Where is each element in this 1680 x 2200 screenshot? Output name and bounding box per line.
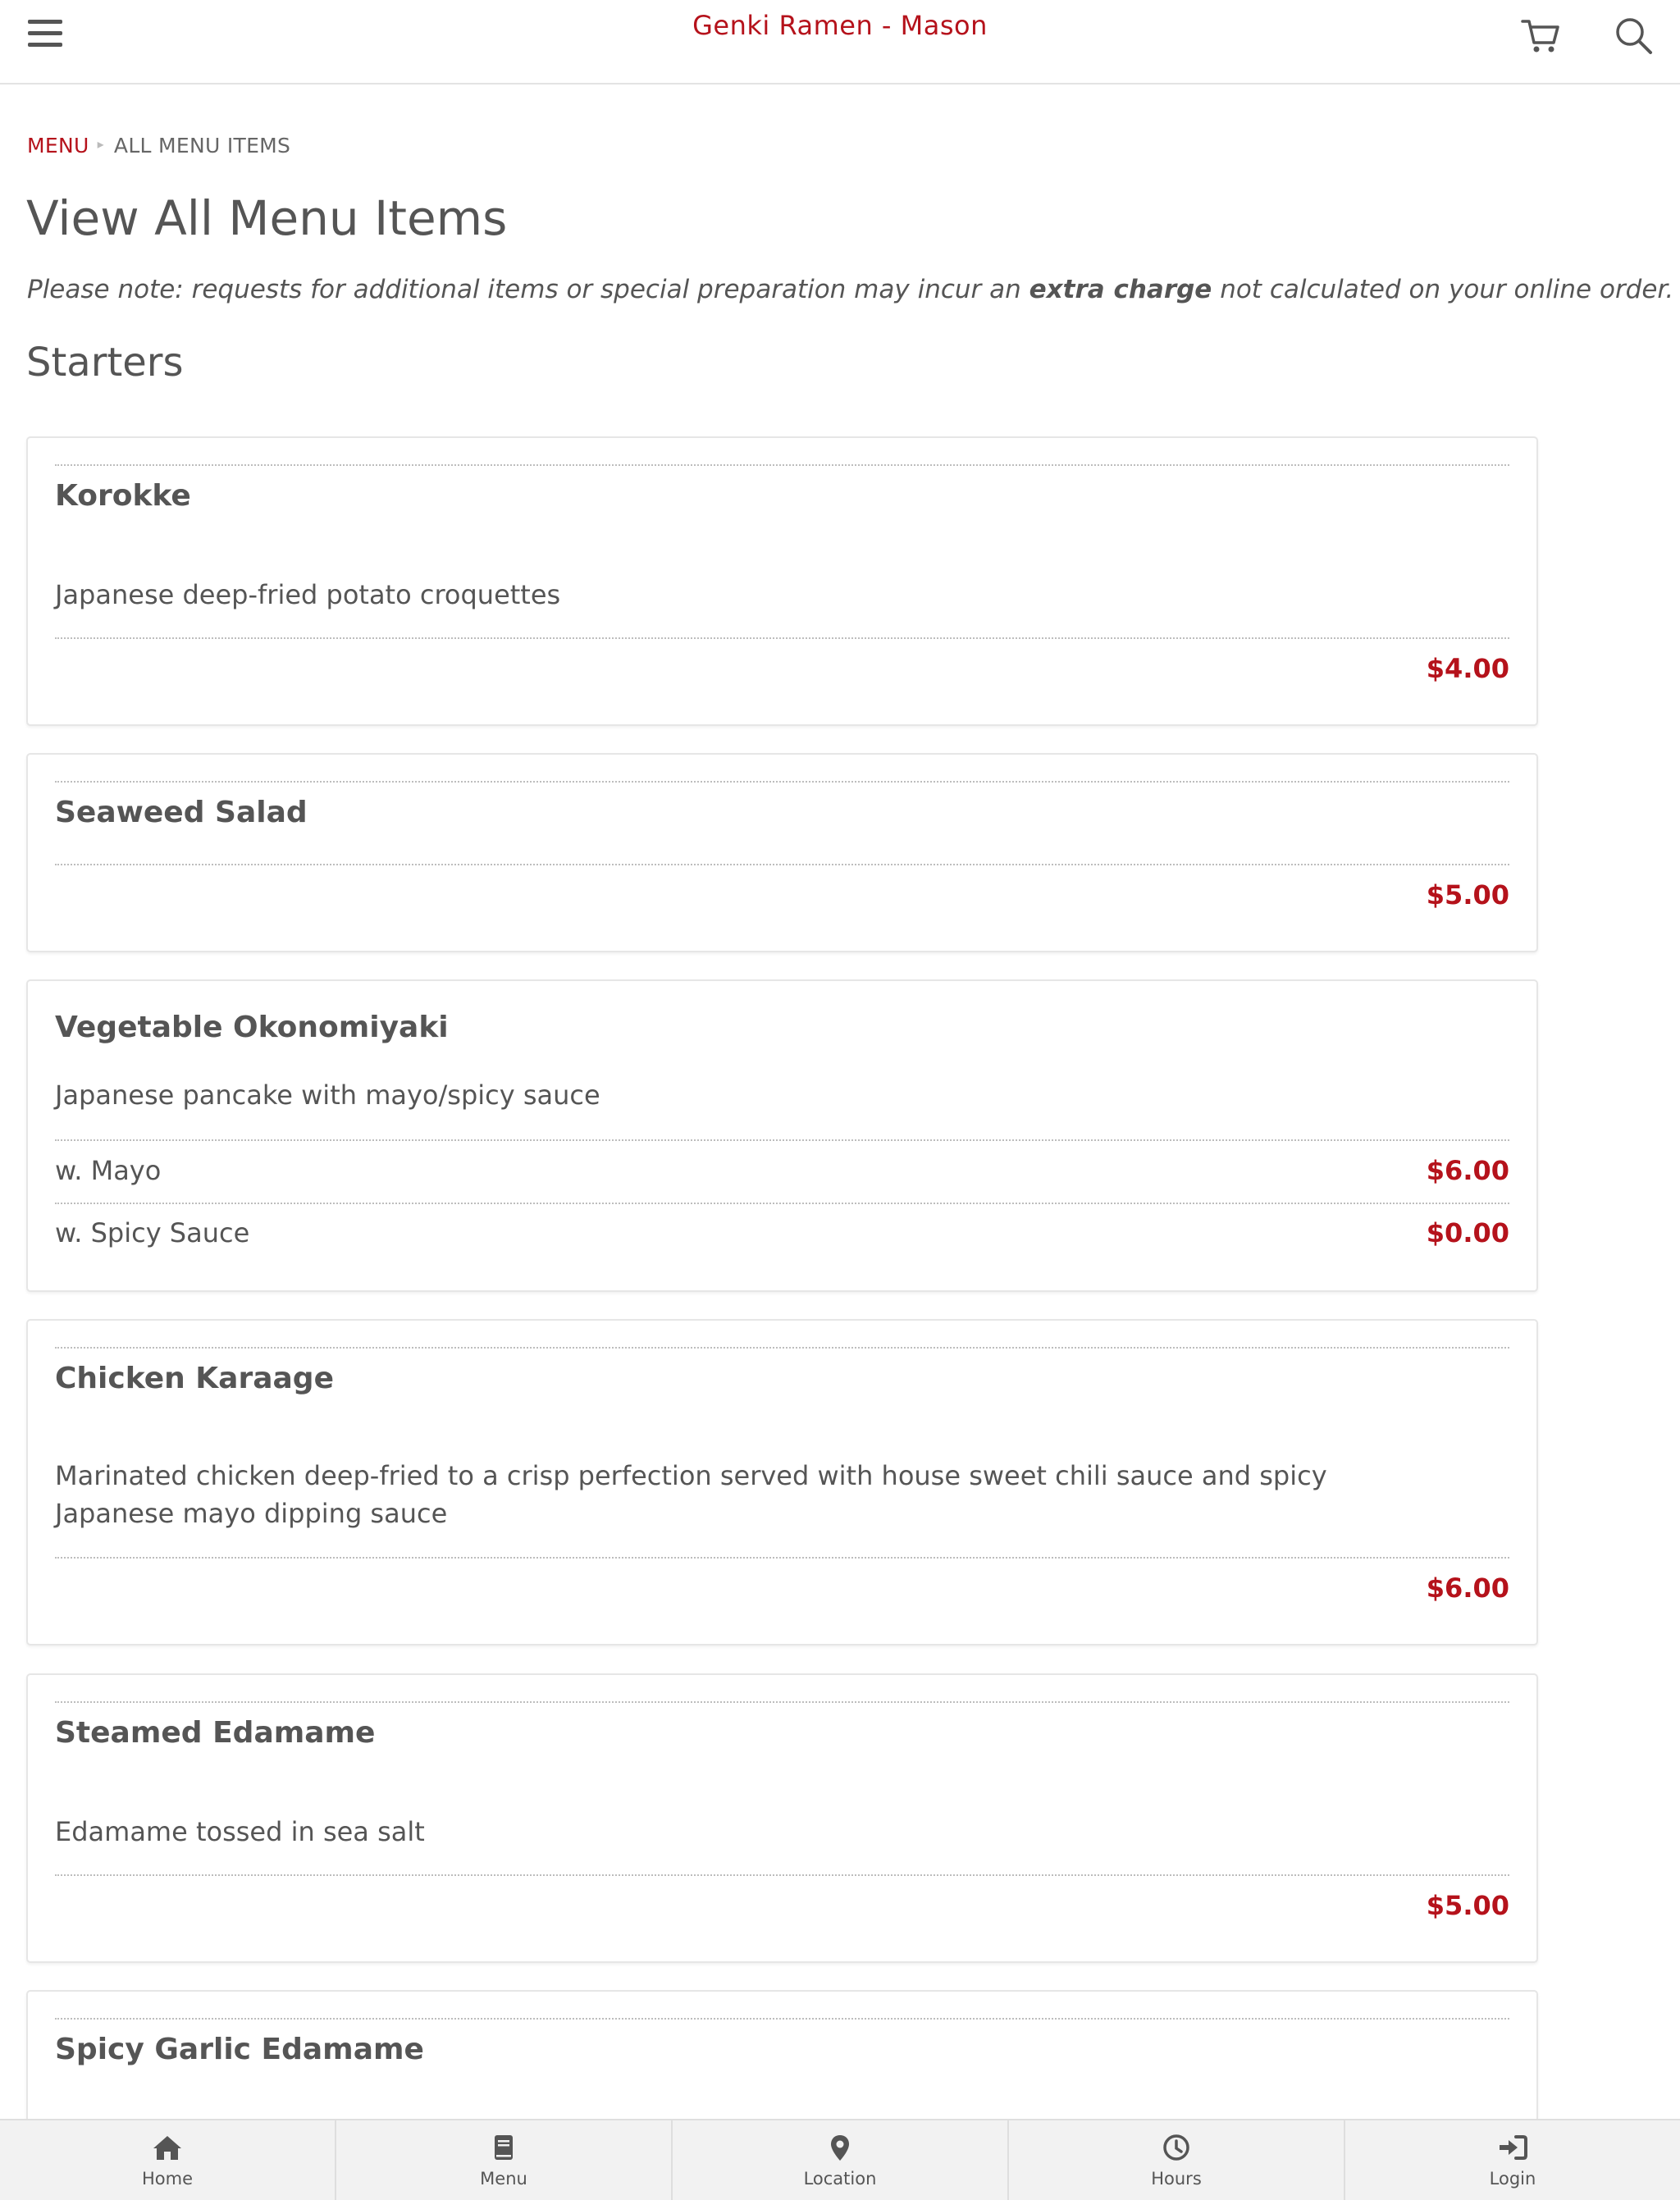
nav-login[interactable] [1345,2120,1680,2200]
bottom-nav [0,2119,1680,2200]
search-icon[interactable] [1613,15,1655,57]
divider [55,1203,1509,1204]
menu-item-card[interactable] [26,979,1538,1292]
nav-home-label: Home [141,2169,193,2189]
nav-hours-label: Hours [1151,2169,1202,2189]
breadcrumb [27,134,290,157]
item-name: Seaweed Salad [55,796,308,829]
clock-icon [1160,2134,1193,2161]
site-title[interactable]: Genki Ramen - Mason [692,10,988,41]
divider [55,1139,1509,1141]
nav-menu[interactable] [336,2120,673,2200]
item-name: Steamed Edamame [55,1716,376,1750]
divider [55,1874,1509,1876]
divider [55,637,1509,639]
note-text-start: Please note: requests for additional items or special preparation may incur an [27,275,1029,304]
item-price: $5.00 [1426,879,1509,911]
map-pin-icon [824,2134,856,2161]
menu-item-card[interactable] [26,1673,1538,1963]
nav-menu-label: Menu [480,2169,527,2189]
item-name: Spicy Garlic Edamame [55,2033,424,2066]
nav-location-label: Location [803,2169,877,2189]
divider [55,864,1509,865]
divider [55,464,1509,466]
nav-home[interactable] [0,2120,336,2200]
option-price: $6.00 [1426,1155,1509,1186]
item-name: Chicken Karaage [55,1362,334,1395]
item-price: $5.00 [1426,1890,1509,1921]
option-price: $0.00 [1426,1217,1509,1248]
menu-item-card[interactable] [26,753,1538,952]
item-description: Marinated chicken deep-fried to a crisp perfection served with house sweet chili sauce and spicy Japanese mayo dipping sauce [55,1460,1327,1529]
item-price: $6.00 [1426,1572,1509,1604]
nav-hours[interactable] [1009,2120,1345,2200]
divider [55,1557,1509,1559]
option-label[interactable]: w. Mayo [55,1155,162,1186]
nav-login-label: Login [1489,2169,1536,2189]
item-name: Vegetable Okonomiyaki [55,1011,449,1044]
sign-in-icon [1496,2134,1529,2161]
divider [55,1347,1509,1349]
note-text-end: not calculated on your online order. [1212,275,1674,304]
option-label[interactable]: w. Spicy Sauce [55,1217,250,1248]
nav-location[interactable] [673,2120,1009,2200]
extra-charge-note [27,275,1673,304]
section-title-starters: Starters [26,340,184,386]
page-title: View All Menu Items [26,190,508,246]
note-bold-text: extra charge [1029,275,1212,304]
top-bar [0,0,1680,84]
book-icon [487,2134,520,2161]
divider [55,2018,1509,2020]
home-icon [151,2134,184,2161]
item-price: $4.00 [1426,653,1509,684]
breadcrumb-current: ALL MENU ITEMS [113,134,291,157]
menu-item-card[interactable] [26,1319,1538,1645]
item-description: Japanese deep-fried potato croquettes [55,579,561,610]
chevron-right-icon: ▸ [97,136,104,152]
breadcrumb-menu-link[interactable]: MENU [27,134,89,157]
item-name: Korokke [55,479,191,513]
menu-item-card[interactable] [26,436,1538,726]
item-description: Japanese pancake with mayo/spicy sauce [55,1079,600,1111]
item-description: Edamame tossed in sea salt [55,1816,425,1847]
divider [55,1701,1509,1703]
shopping-cart-icon[interactable] [1519,15,1562,57]
divider [55,781,1509,783]
